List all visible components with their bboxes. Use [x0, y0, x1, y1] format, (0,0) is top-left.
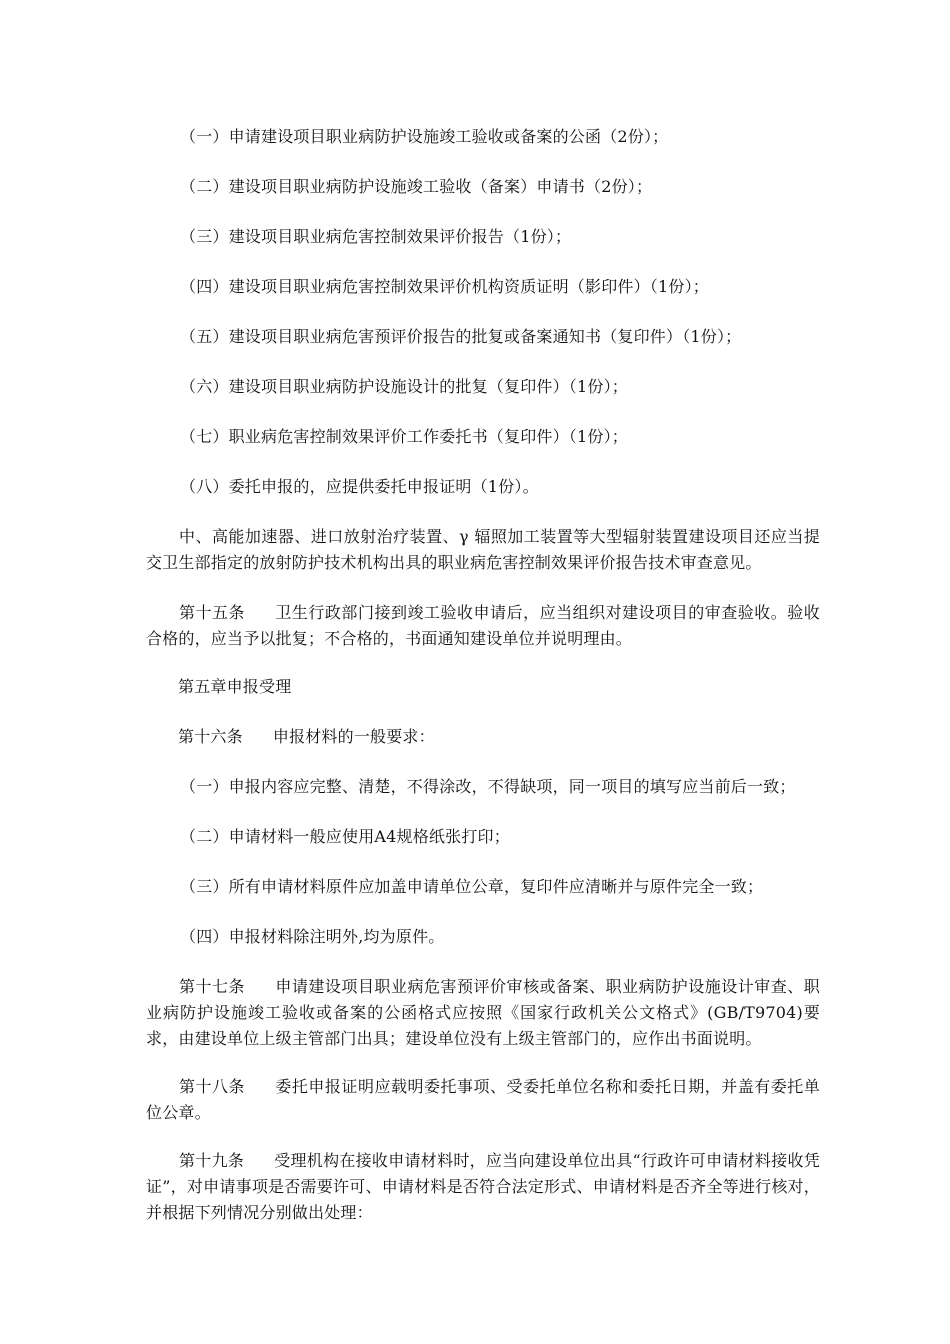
article-15	[0, 600, 950, 652]
list-item: （四）建设项目职业病危害控制效果评价机构资质证明（影印件）（1份）；	[180, 277, 709, 296]
article-text: 申报材料的一般要求：	[272, 727, 435, 746]
list-item: （二）申请材料一般应使用A4规格纸张打印；	[180, 827, 510, 846]
paragraph-radiation: 中、高能加速器、进口放射治疗装置、γ 辐照加工装置等大型辐射装置建设项目还应当提交卫生部指定的放射防护技术机构出具的职业病危害控制效果评价报告技术审查意见。	[146, 527, 820, 572]
list-item: （八）委托申报的，应提供委托申报证明（1份）。	[180, 477, 539, 496]
list-item: （二）建设项目职业病防护设施竣工验收（备案）申请书（2份）；	[180, 177, 653, 196]
article-17	[0, 974, 950, 1052]
article-text: 申请建设项目职业病危害预评价审核或备案、职业病防护设施设计审查、职业病防护设施竣工验收或备案的公函格式应按照《国家行政机关公文格式》(GB/T9704)要求，由建设单位上级主管部门出具；建设单位没有上级主管部门的，应作出书面说明。	[146, 977, 820, 1048]
list-item: （三）建设项目职业病危害控制效果评价报告（1份）；	[180, 227, 572, 246]
article-label: 第十八条	[179, 1077, 246, 1096]
article-label: 第十六条	[178, 727, 243, 746]
list-item: （七）职业病危害控制效果评价工作委托书（复印件）（1份）；	[180, 427, 628, 446]
list-item: （四）申报材料除注明外,均为原件。	[180, 927, 445, 946]
article-18	[0, 1074, 950, 1126]
article-label: 第十五条	[179, 603, 246, 622]
article-text: 受理机构在接收申请材料时，应当向建设单位出具“行政许可申请材料接收凭证”，对申请事项是否需要许可、申请材料是否符合法定形式、申请材料是否齐全等进行核对，并根据下列情况分别做出处理：	[146, 1151, 820, 1222]
article-19	[0, 1148, 950, 1226]
list-item: （六）建设项目职业病防护设施设计的批复（复印件）（1份）；	[180, 377, 628, 396]
article-text: 卫生行政部门接到竣工验收申请后，应当组织对建设项目的审查验收。验收合格的，应当予以批复；不合格的，书面通知建设单位并说明理由。	[146, 603, 820, 648]
list-item: （一）申请建设项目职业病防护设施竣工验收或备案的公函（2份）；	[180, 127, 669, 146]
chapter-heading: 第五章申报受理	[178, 677, 292, 696]
article-text: 委托申报证明应载明委托事项、受委托单位名称和委托日期，并盖有委托单位公章。	[146, 1077, 820, 1122]
list-item: （五）建设项目职业病危害预评价报告的批复或备案通知书（复印件）（1份）；	[180, 327, 742, 346]
article-label: 第十九条	[179, 1151, 245, 1170]
list-item: （一）申报内容应完整、清楚，不得涂改，不得缺项，同一项目的填写应当前后一致；	[180, 777, 796, 796]
list-item: （三）所有申请材料原件应加盖申请单位公章，复印件应清晰并与原件完全一致；	[180, 877, 764, 896]
article-label: 第十七条	[179, 977, 246, 996]
article-16	[0, 724, 950, 750]
